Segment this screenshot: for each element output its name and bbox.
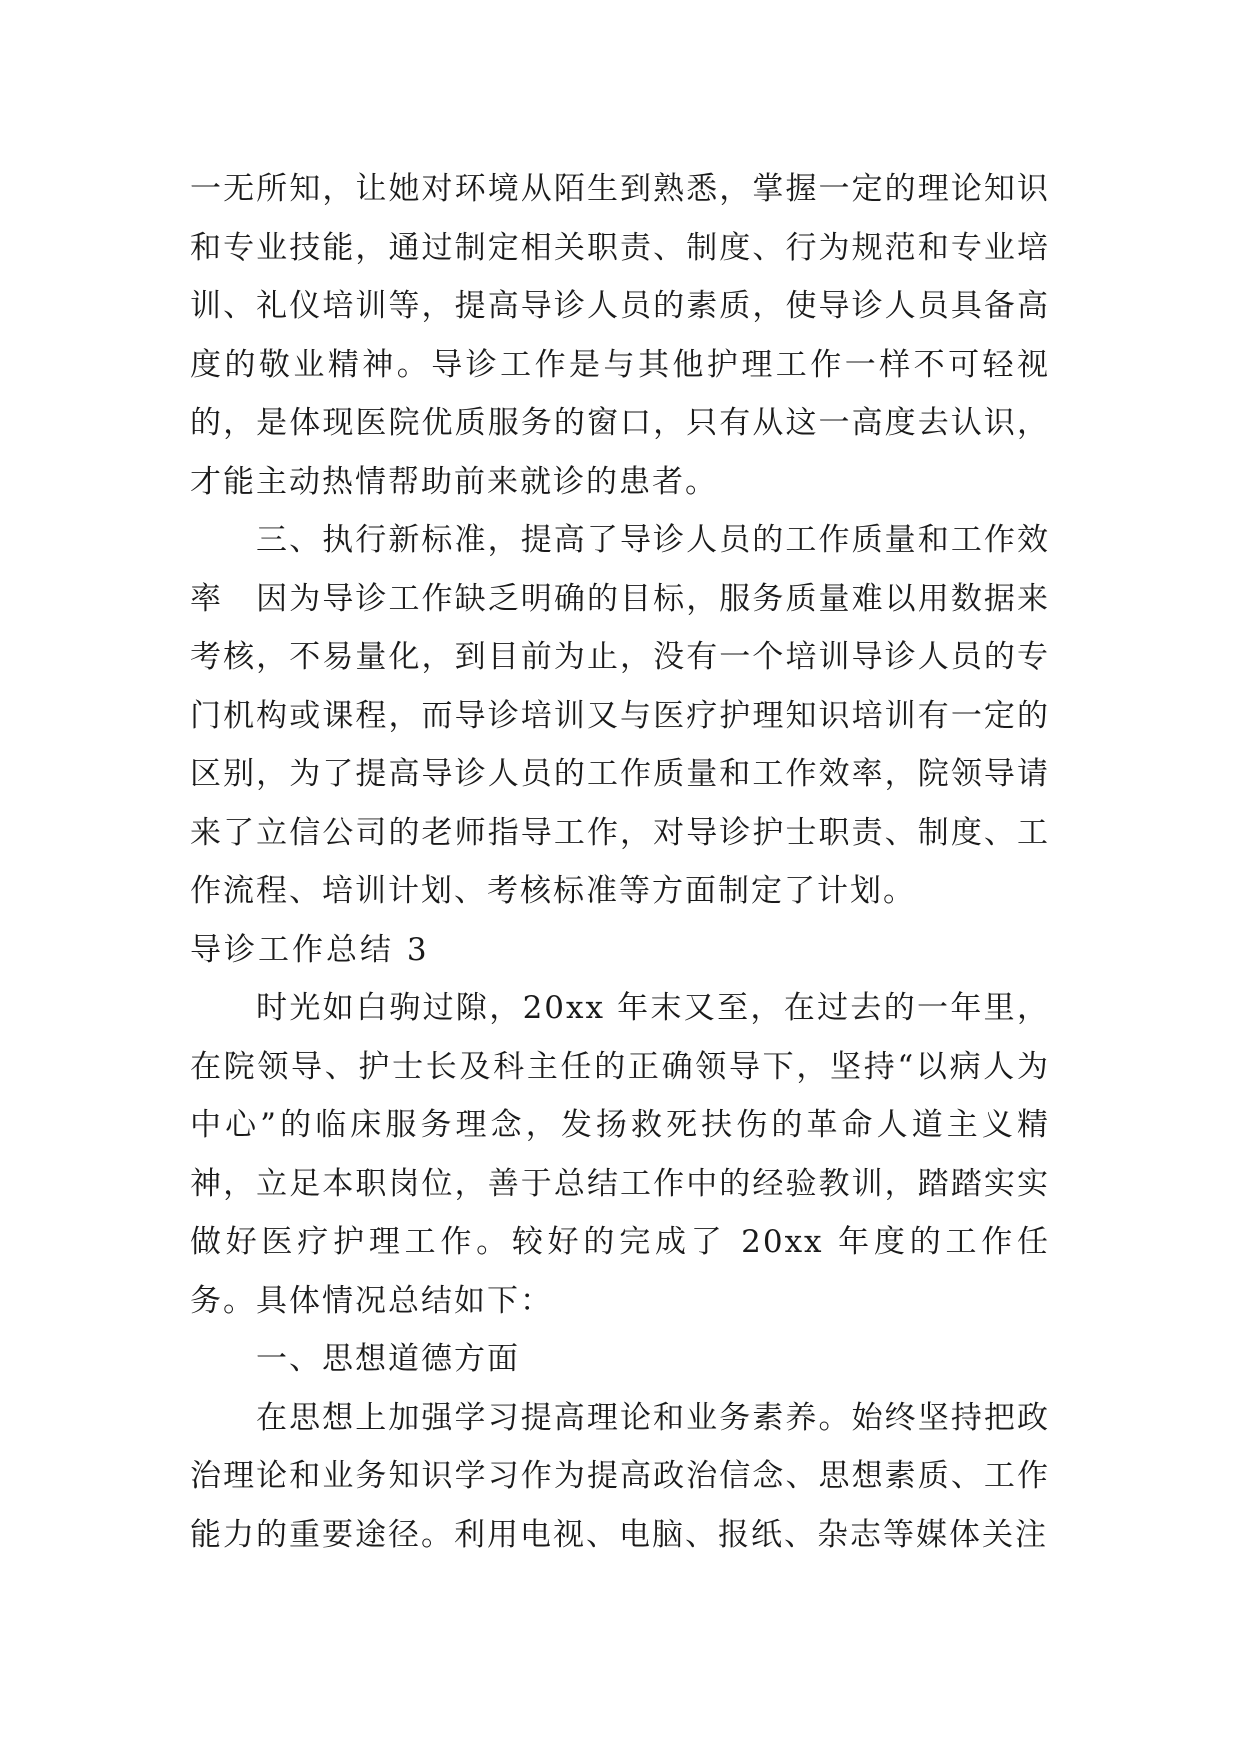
subsection-heading: 一、思想道德方面 — [256, 1341, 520, 1377]
paragraph-3: 时光如白驹过隙，20xx 年末又至，在过去的一年里，在院领导、护士长及科主任的正确领导下，坚持“以病人为中心”的临床服务理念，发扬救死扶伤的革命人道主义精神，立足本职岗位，善于总结工作中的经验教训，踏踏实实做好医疗护理工作。较好的完成了 20xx 年度的工作任务。具体情况总结如下： — [190, 990, 1050, 1319]
paragraph-2: 三、执行新标准，提高了导诊人员的工作质量和工作效率 因为导诊工作缺乏明确的目标，服务质量难以用数据来考核，不易量化，到目前为止，没有一个培训导诊人员的专门机构或课程，而导诊培训又与医疗护理知识培训有一定的区别，为了提高导诊人员的工作质量和工作效率，院领导请来了立信公司的老师指导工作，对导诊护士职责、制度、工作流程、培训计划、考核标准等方面制定了计划。 — [190, 522, 1050, 909]
paragraph-1: 一无所知，让她对环境从陌生到熟悉，掌握一定的理论知识和专业技能，通过制定相关职责、制度、行为规范和专业培训、礼仪培训等，提高导诊人员的素质，使导诊人员具备高度的敬业精神。导诊工作是与其他护理工作一样不可轻视的，是体现医院优质服务的窗口，只有从这一高度去认识，才能主动热情帮助前来就诊的患者。 — [190, 171, 1050, 500]
paragraph-4: 在思想上加强学习提高理论和业务素养。始终坚持把政治理论和业务知识学习作为提高政治信念、思想素质、工作能力的重要途径。利用电视、电脑、报纸、杂志等媒体关注 — [190, 1399, 1050, 1553]
section-heading: 导诊工作总结 3 — [190, 931, 430, 968]
document-body — [190, 160, 1050, 1564]
